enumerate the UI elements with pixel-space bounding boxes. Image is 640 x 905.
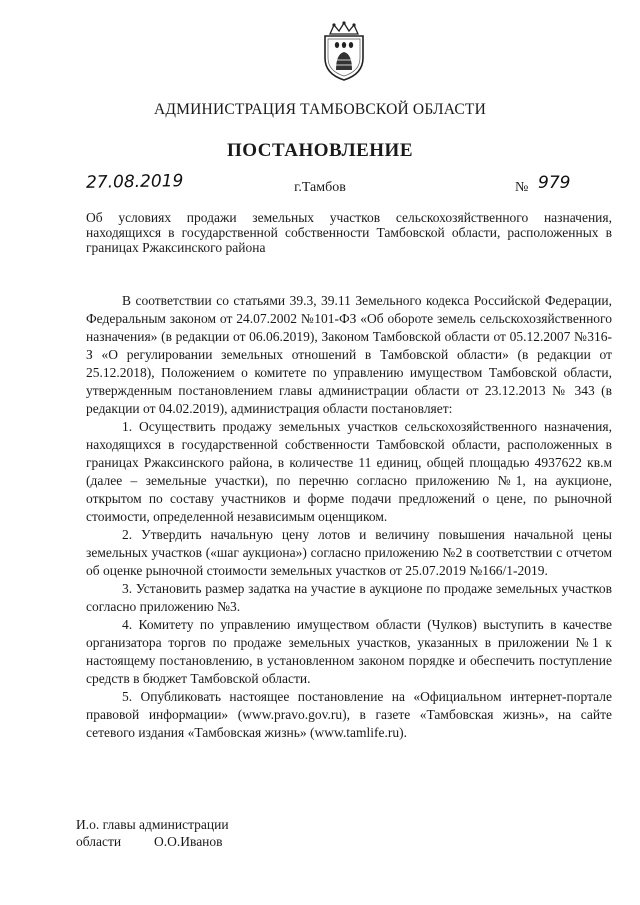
clause-paragraph: 5. Опубликовать настоящее постановление на «Официальном интернет-портале правовой информации» (www.pravo.gov.ru), в газете «Тамбовская жизнь», на сайте сетевого издания «Тамбовская жизнь» (www.tamlife.ru). [86, 689, 612, 740]
signature-block [76, 816, 229, 850]
city-label: г.Тамбов [294, 180, 346, 195]
clause-paragraph: 4. Комитету по управлению имуществом области (Чулков) выступить в качестве организатора торгов по продаже земельных участков, указанных в приложении №1 к настоящему постановлению, в установленном законом порядке и обеспечить поступление средств в бюджет Тамбовской области. [86, 617, 612, 686]
signatory-position-cont: области [76, 834, 122, 849]
number-sign: № [515, 180, 529, 195]
signatory-position: И.о. главы администрации [76, 817, 229, 832]
tambov-coat-of-arms-icon [316, 20, 372, 82]
handwritten-document-number: 979 [538, 173, 571, 193]
document-type-title: ПОСТАНОВЛЕНИЕ [226, 140, 414, 161]
clause-paragraph: 1. Осуществить продажу земельных участков сельскохозяйственного назначения, находящихся в государственной собственности Тамбовской области, расположенных в границах Ржаксинского района, в количестве 11 единиц, общей площадью 4937622 кв.м (далее – земельные участки), по перечню согласно приложению №1, на аукционе, открытом по составу участников и форме подачи предложений о цене, по рыночной стоимости, определенной независимым оценщиком. [86, 419, 612, 524]
preamble-paragraph: В соответствии со статьями 39.3, 39.11 Земельного кодекса Российской Федерации, Федеральным законом от 24.07.2002 №101-ФЗ «Об обороте земель сельскохозяйственного назначения» (в редакции от 06.06.2019), Законом Тамбовской области от 05.12.2007 №316-З «О регулировании земельных отношений в Тамбовской области» (в редакции от 25.12.2018), Положением о комитете по управлению имуществом Тамбовской области, утвержденным постановлением главы администрации области от 23.12.2013 № 343 (в редакции от 04.02.2019), администрация области постановляет: [86, 293, 612, 416]
signatory-row [76, 833, 229, 850]
clause-paragraph: 2. Утвердить начальную цену лотов и величину повышения начальной цены земельных участков («шаг аукциона») согласно приложению №2 в соответствии с отчетом об оценке рыночной стоимости земельных участков от 25.07.2019 №166/1-2019. [86, 527, 612, 578]
document-body [86, 292, 612, 742]
clause-paragraph: 3. Установить размер задатка на участие в аукционе по продаже земельных участков согласно приложению №3. [86, 581, 612, 614]
issuer-title: АДМИНИСТРАЦИЯ ТАМБОВСКОЙ ОБЛАСТИ [154, 101, 486, 118]
handwritten-date: 27.08.2019 [85, 171, 184, 193]
document-subject: Об условиях продажи земельных участков сельскохозяйственного назначения, находящихся в государственной собственности Тамбовской области, расположенных в границах Ржаксинского района [86, 210, 612, 255]
signatory-name: О.О.Иванов [154, 834, 223, 849]
